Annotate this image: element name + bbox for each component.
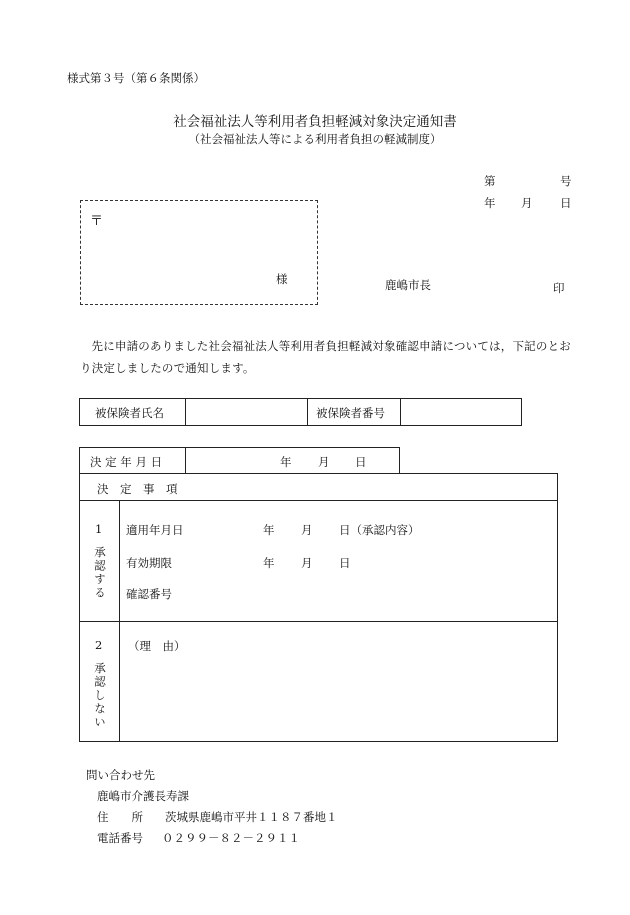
contact-heading: 問い合わせ先	[86, 768, 155, 782]
validity-label: 有効期限	[126, 556, 172, 570]
approve-number: 1	[95, 522, 103, 536]
contact-address-label: 住 所	[97, 810, 143, 824]
applicable-date-label: 適用年月日	[126, 523, 184, 537]
applicable-month-label: 月	[301, 523, 313, 537]
applicable-year-label: 年	[263, 523, 275, 537]
address-box	[80, 200, 318, 305]
form-number: 様式第３号（第６条関係）	[67, 71, 205, 85]
decision-day-label: 日	[355, 455, 367, 469]
validity-day-label: 日	[339, 556, 351, 570]
divider	[119, 500, 120, 742]
insured-name-label: 被保険者氏名	[95, 406, 164, 420]
contact-phone: ０２９９－８２－２９１１	[162, 831, 300, 845]
validity-year-label: 年	[263, 556, 275, 570]
document-subtitle: （社会福祉法人等による利用者負担の軽減制度）	[188, 132, 442, 146]
contact-phone-label: 電話番号	[97, 831, 143, 845]
cert-number-label: 確認番号	[126, 587, 172, 601]
issue-year-label: 年	[484, 196, 496, 210]
contact-address: 茨城県鹿嶋市平井１１８７番地１	[165, 810, 338, 824]
number-suffix: 号	[560, 174, 572, 188]
divider	[185, 398, 186, 426]
validity-month-label: 月	[301, 556, 313, 570]
divider	[79, 621, 558, 622]
decision-matters-table	[79, 473, 558, 742]
insured-number-label: 被保険者番号	[316, 406, 385, 420]
document-title: 社会福祉法人等利用者負担軽減対象決定通知書	[173, 114, 457, 130]
issue-day-label: 日	[560, 196, 572, 210]
issuer-name: 鹿嶋市長	[385, 278, 431, 292]
seal-mark: 印	[553, 281, 565, 295]
contact-department: 鹿嶋市介護長寿課	[97, 789, 189, 803]
notice-body: 先に申請のありました社会福祉法人等利用者負担軽減対象確認申請については，下記のとおり決定しましたので通知します。	[80, 339, 571, 375]
divider	[185, 447, 186, 474]
divider	[400, 398, 401, 426]
decision-month-label: 月	[318, 455, 330, 469]
approve-label: 承認する	[93, 546, 107, 600]
reason-label: （理 由）	[128, 639, 186, 653]
honorific: 様	[276, 272, 288, 286]
decision-matters-label: 決 定 事 項	[97, 482, 178, 496]
number-prefix: 第	[484, 174, 496, 188]
divider	[79, 500, 558, 501]
reject-label: 承認しない	[93, 662, 107, 730]
decision-date-label: 決 定 年 月 日	[90, 455, 163, 469]
applicable-day-content-label: 日（承認内容）	[339, 523, 420, 537]
divider	[307, 398, 308, 426]
postal-mark: 〒	[90, 214, 104, 229]
reject-number: 2	[95, 638, 103, 652]
issue-month-label: 月	[521, 196, 533, 210]
decision-year-label: 年	[280, 455, 292, 469]
